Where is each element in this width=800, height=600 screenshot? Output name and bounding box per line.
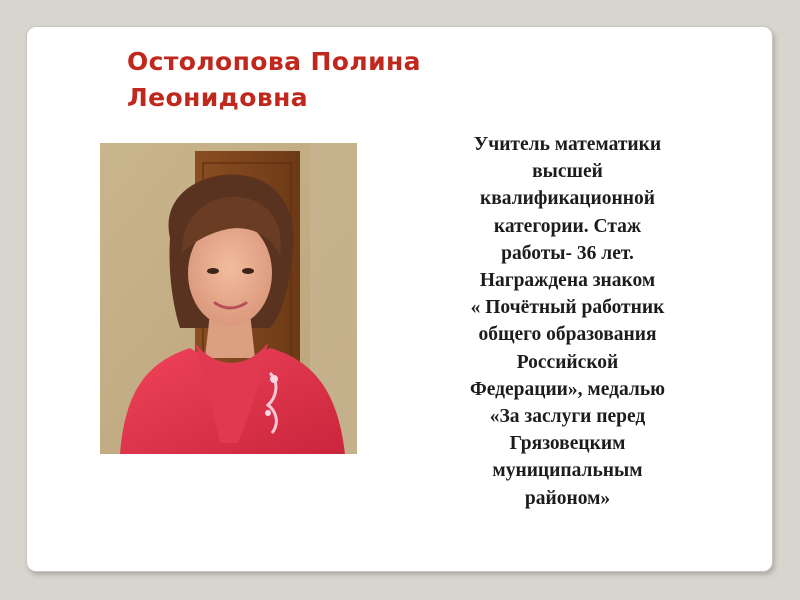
description-line: Российской [516, 351, 619, 373]
description-line: квалификационной [480, 188, 655, 210]
description-line: общего образования [478, 324, 657, 346]
portrait-illustration [100, 143, 357, 454]
description-line: Федерации», медалью [469, 378, 666, 400]
description-line: категории. Стаж [493, 215, 642, 237]
portrait-photo [100, 143, 357, 454]
description-line: муниципальным [492, 460, 643, 482]
description-line: работы- 36 лет. [501, 242, 634, 264]
title-line-patronymic: Леонидовна [127, 83, 309, 112]
description-line: «За заслуги перед [489, 406, 646, 428]
description-line: районом» [524, 487, 611, 509]
teacher-description [425, 131, 710, 512]
description-line: Грязовецким [509, 433, 626, 455]
description-line: Учитель математики [473, 134, 662, 155]
description-line: « Почётный работник [470, 297, 665, 319]
description-line: высшей [532, 161, 603, 183]
slide-title [127, 44, 421, 116]
title-line-surname-name: Остолопова Полина [127, 47, 421, 76]
description-line: Награждена знаком [479, 270, 656, 292]
